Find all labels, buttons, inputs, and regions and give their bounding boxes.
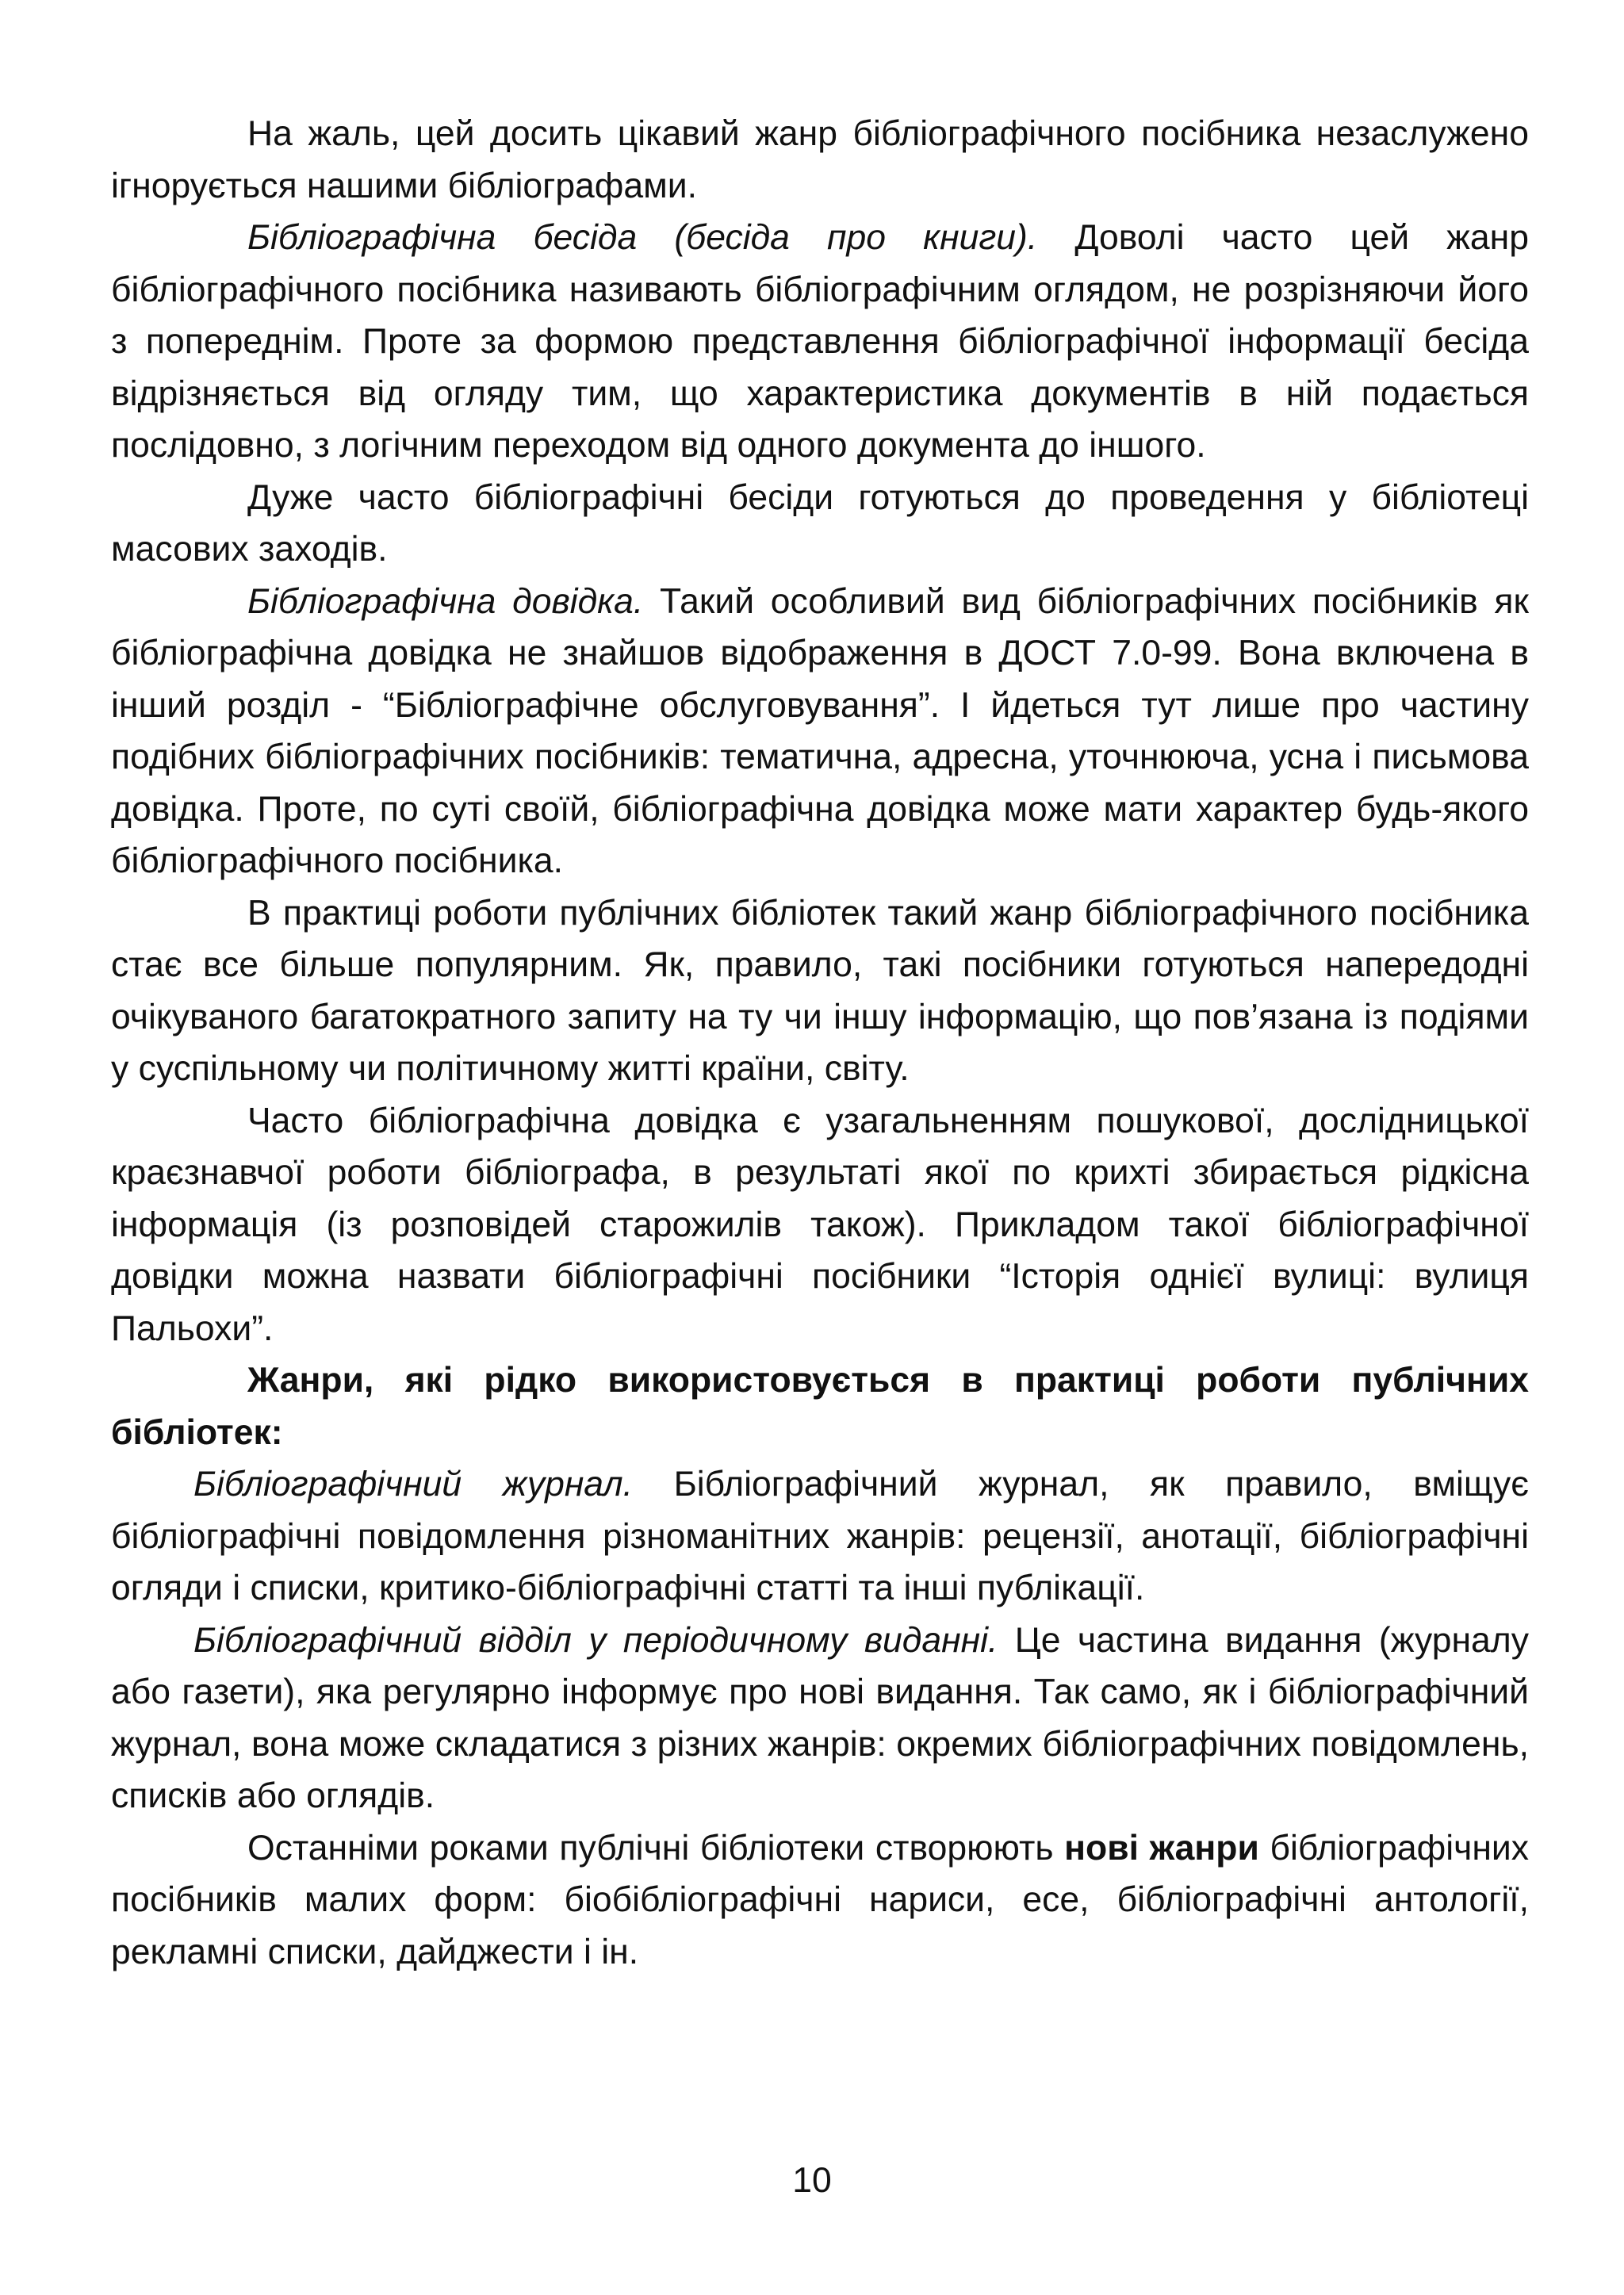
paragraph-1 xyxy=(111,108,1529,212)
term-bibliographic-conversation: Бібліографічна бесіда (бесіда про книги). xyxy=(247,218,1038,257)
paragraph-5 xyxy=(111,887,1529,1095)
paragraph-bibliographic-conversation xyxy=(111,212,1529,472)
paragraph-5-text: В практиці роботи публічних бібліотек такий жанр бібліографічного посібника стає все більше популярним. Як, правило, такі посібники готуються напередодні очікуваного багатократного запиту на ту чи іншу інформацію, що пов’язана із подіями у суспільному чи політичному житті країни, світу. xyxy=(111,893,1529,1088)
term-bibliographic-section: Бібліографічний відділ у періодичному виданні. xyxy=(193,1620,998,1660)
paragraph-bibliographic-reference xyxy=(111,576,1529,887)
page-number: 10 xyxy=(792,2161,832,2200)
paragraph-6-text: Часто бібліографічна довідка є узагальненням пошукової, дослідницької краєзнавчої роботи бібліографа, в результаті якої по крихті збирається рідкісна інформація (із розповідей старожилів також). Прикладом такої бібліографічної довідки можна назвати бібліографічні посібники “Історія однієї вулиці: вулиця Пальохи”. xyxy=(111,1101,1529,1348)
paragraph-bibliographic-section xyxy=(111,1615,1529,1822)
paragraph-9-text-b: бібліографічних посібників малих форм: біобібліографічні нариси, есе, бібліографічні антології, рекламні списки, дайджести і ін. xyxy=(111,1828,1530,1971)
term-bibliographic-journal: Бібліографічний журнал. xyxy=(193,1465,634,1504)
term-bibliographic-reference: Бібліографічна довідка. xyxy=(247,581,644,621)
paragraph-6 xyxy=(111,1095,1529,1355)
paragraph-3 xyxy=(111,472,1529,576)
paragraph-4-text: Такий особливий вид бібліографічних посібників як бібліографічна довідка не знайшов відображення в ДОСТ 7.0-99. Вона включена в інший розділ - “Бібліографічне обслуговування”. І йдеться тут лише про частину подібних бібліографічних посібників: тематична, адресна, уточнююча, усна і письмова довідка. Проте, по суті своїй, бібліографічна довідка може мати характер будь-якого бібліографічного посібника. xyxy=(111,581,1529,880)
document-page xyxy=(111,108,1529,1978)
paragraph-1-text: На жаль, цей досить цікавий жанр бібліографічного посібника незаслужено ігнорується нашими бібліографами. xyxy=(111,114,1529,205)
term-new-genres: нові жанри xyxy=(1064,1828,1259,1868)
paragraph-8-text: Це частина видання (журналу або газети), яка регулярно інформує про нові видання. Так само, як і бібліографічний журнал, вона може складатися з різних жанрів: окремих бібліографічних повідомлень, списків або оглядів. xyxy=(111,1620,1529,1815)
paragraph-bibliographic-journal xyxy=(111,1458,1529,1615)
paragraph-9 xyxy=(111,1822,1529,1979)
section-heading xyxy=(111,1354,1529,1458)
paragraph-2-text: Доволі часто цей жанр бібліографічного посібника називають бібліографічним оглядом, не розрізняючи його з попереднім. Проте за формою представлення бібліографічної інформації бесіда відрізняється від огляду тим, що характеристика документів в ній подається послідовно, з логічним переходом від одного документа до іншого. xyxy=(111,218,1529,465)
paragraph-9-text-a: Останніми роками публічні бібліотеки створюють xyxy=(247,1828,1065,1868)
section-heading-text: Жанри, які рідко використовується в практиці роботи публічних бібліотек: xyxy=(111,1361,1529,1452)
paragraph-3-text: Дуже часто бібліографічні бесіди готуються до проведення у бібліотеці масових заходів. xyxy=(111,477,1529,569)
paragraph-7-text: Бібліографічний журнал, як правило, вміщує бібліографічні повідомлення різноманітних жанрів: рецензії, анотації, бібліографічні огляди і списки, критико-бібліографічні статті та інші публікації. xyxy=(111,1465,1529,1607)
